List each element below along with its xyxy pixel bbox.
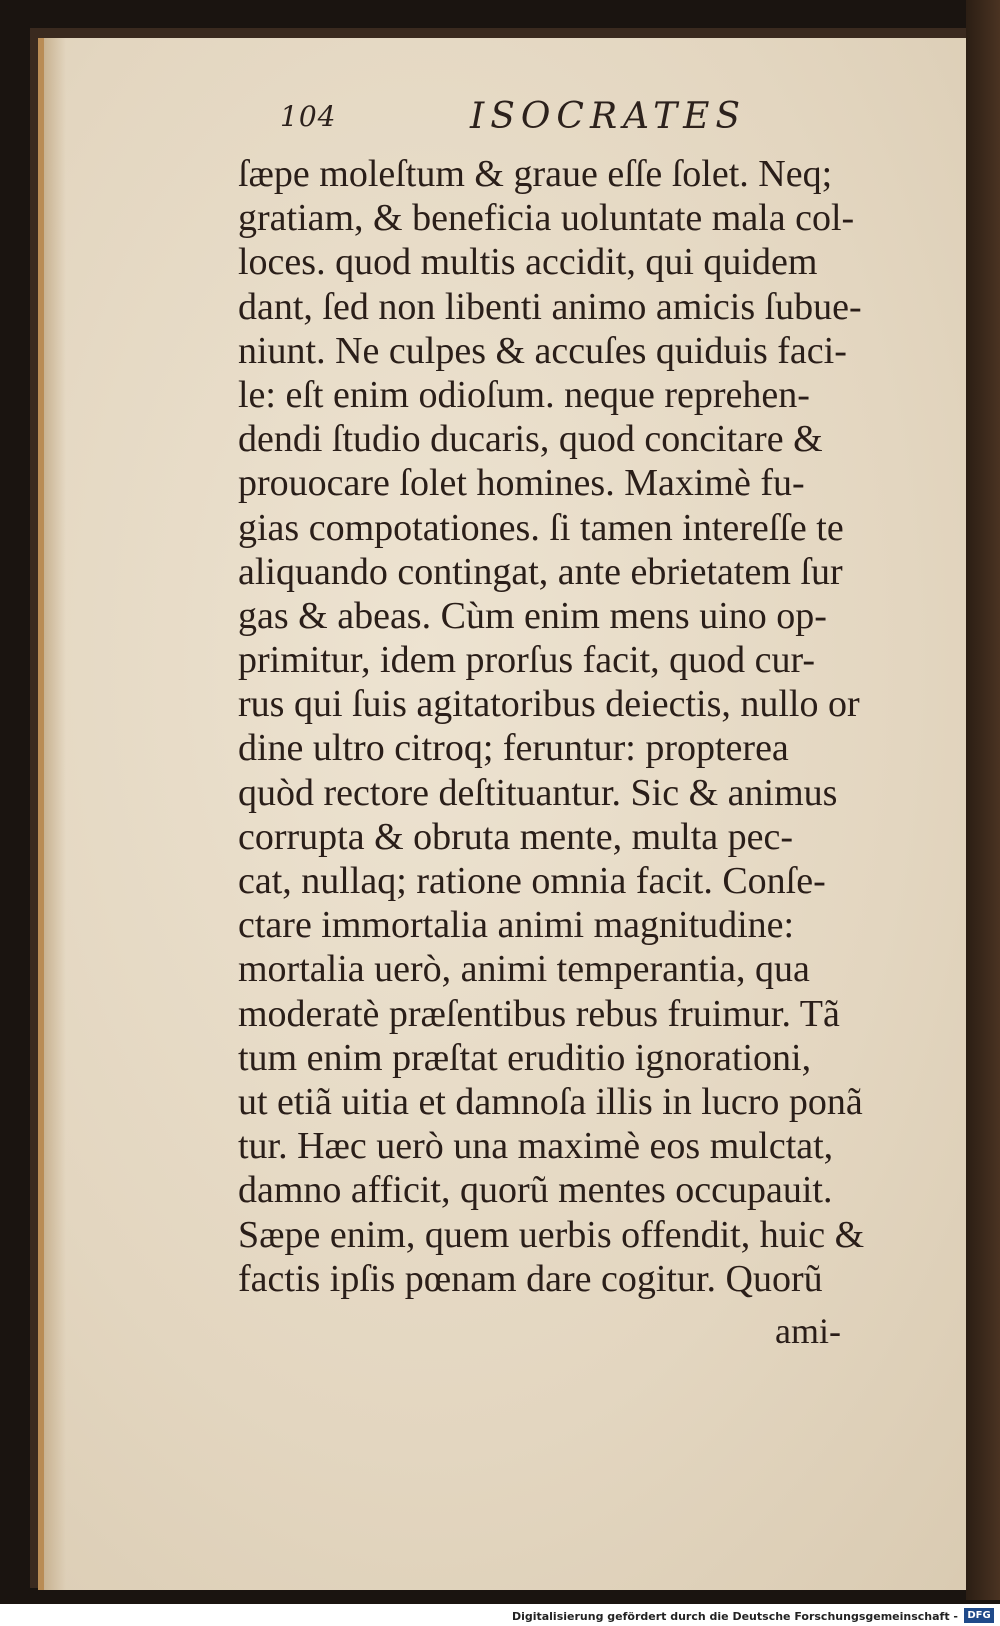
footer-credit: Digitalisierung gefördert durch die Deutsche Forschungsgemeinschaft - xyxy=(511,1610,958,1623)
text-line: prouocare ſolet homines. Maximè fu- xyxy=(238,462,805,505)
body-text xyxy=(238,152,938,1301)
text-line: rus qui ſuis agitatoribus deiectis, nullo or xyxy=(238,683,860,726)
page-header xyxy=(280,96,780,146)
footer-bar xyxy=(0,1604,1000,1626)
text-line: Sæpe enim, quem uerbis offendit, huic & xyxy=(238,1213,865,1256)
text-line: primitur, idem prorſus facit, quod cur- xyxy=(238,639,816,682)
text-line: niunt. Ne culpes & accuſes quiduis faci- xyxy=(238,329,847,372)
dfg-logo: DFG xyxy=(964,1608,994,1623)
text-line: mortalia uerò, animi temperantia, qua xyxy=(238,948,810,991)
text-line: quòd rectore deſtituantur. Sic & animus xyxy=(238,771,838,814)
text-line: tum enim præſtat eruditio ignorationi, xyxy=(238,1036,812,1079)
page-gutter xyxy=(44,38,66,1590)
text-line: gas & abeas. Cùm enim mens uino op- xyxy=(238,594,827,637)
running-title: ISOCRATES xyxy=(470,96,747,137)
text-line: damno afficit, quorũ mentes occupauit. xyxy=(238,1169,833,1212)
text-line: gratiam, & beneficia uoluntate mala col- xyxy=(238,197,855,240)
text-line: loces. quod multis accidit, qui quidem xyxy=(238,241,818,284)
book-spine-edge xyxy=(966,0,1000,1600)
text-line: ſæpe moleſtum & graue eſſe ſolet. Neq; xyxy=(238,153,833,195)
text-line: dine ultro citroq; feruntur: propterea xyxy=(238,727,789,770)
page-number: 104 xyxy=(280,100,337,133)
text-line: dant, ſed non libenti animo amicis ſubue- xyxy=(238,285,862,328)
text-line: aliquando contingat, ante ebrietatem ſur xyxy=(238,550,843,593)
text-line: tur. Hæc uerò una maximè eos mulctat, xyxy=(238,1125,834,1168)
catchword: ami- xyxy=(775,1311,841,1351)
text-line: ctare immortalia animi magnitudine: xyxy=(238,904,795,947)
text-line: gias compotationes. ſi tamen intereſſe te xyxy=(238,506,844,549)
text-line: moderatè præſentibus rebus fruimur. Tã xyxy=(238,992,840,1035)
text-line: cat, nullaq; ratione omnia facit. Conſe- xyxy=(238,860,826,902)
text-line: corrupta & obruta mente, multa pec- xyxy=(238,815,794,858)
text-line: factis ipſis pœnam dare cogitur. Quorũ xyxy=(238,1257,823,1300)
text-line: ut etiã uitia et damnoſa illis in lucro ponã xyxy=(238,1080,863,1123)
text-line: le: eſt enim odioſum. neque reprehen- xyxy=(238,373,810,416)
text-line: dendi ſtudio ducaris, quod concitare & xyxy=(238,418,823,461)
